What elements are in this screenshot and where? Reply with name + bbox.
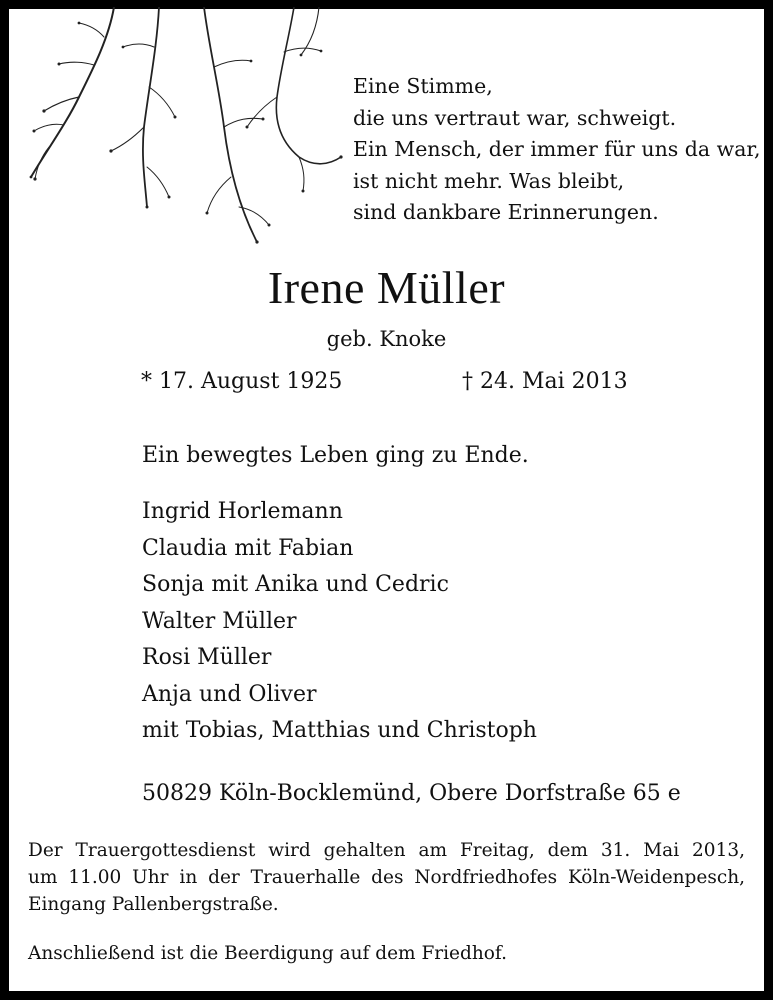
service-line: Der Trauergottesdienst wird gehalten am Freitag, dem 31. Mai 2013, (28, 840, 745, 861)
mourner: Sonja mit Anika und Cedric (142, 572, 449, 597)
mourner: mit Tobias, Matthias und Christoph (142, 718, 537, 743)
poem-line: ist nicht mehr. Was bleibt, (353, 168, 625, 193)
family-address: 50829 Köln-Bocklemünd, Obere Dorfstraße 65 e (142, 781, 681, 806)
epitaph: Ein bewegtes Leben ging zu Ende. (142, 443, 529, 468)
birth-date: * 17. August 1925 (141, 369, 343, 394)
poem (353, 71, 761, 229)
service-line: Eingang Pallenbergstraße. (28, 894, 279, 915)
service-line: um 11.00 Uhr in der Trauerhalle des Nordfriedhofes Köln-Weidenpesch, (28, 867, 745, 888)
poem-line: sind dankbare Erinnerungen. (353, 200, 659, 224)
death-date: † 24. Mai 2013 (462, 369, 628, 394)
mourner: Anja und Oliver (142, 681, 317, 707)
mourner: Claudia mit Fabian (142, 535, 354, 561)
burial-info: Anschließend ist die Beerdigung auf dem Friedhof. (28, 943, 507, 964)
mourners-list (142, 494, 537, 750)
mourner: Walter Müller (142, 608, 297, 634)
poem-line: Eine Stimme, (353, 74, 493, 98)
maiden-name: geb. Knoke (326, 327, 447, 351)
poem-line: Ein Mensch, der immer für uns da war, (353, 137, 761, 161)
mourner: Ingrid Horlemann (142, 499, 343, 524)
deceased-name: Irene Müller (267, 262, 506, 313)
funeral-service-info (28, 837, 745, 918)
branch-illustration (19, 7, 349, 257)
mourner: Rosi Müller (142, 645, 272, 670)
poem-line: die uns vertraut war, schweigt. (353, 105, 677, 130)
